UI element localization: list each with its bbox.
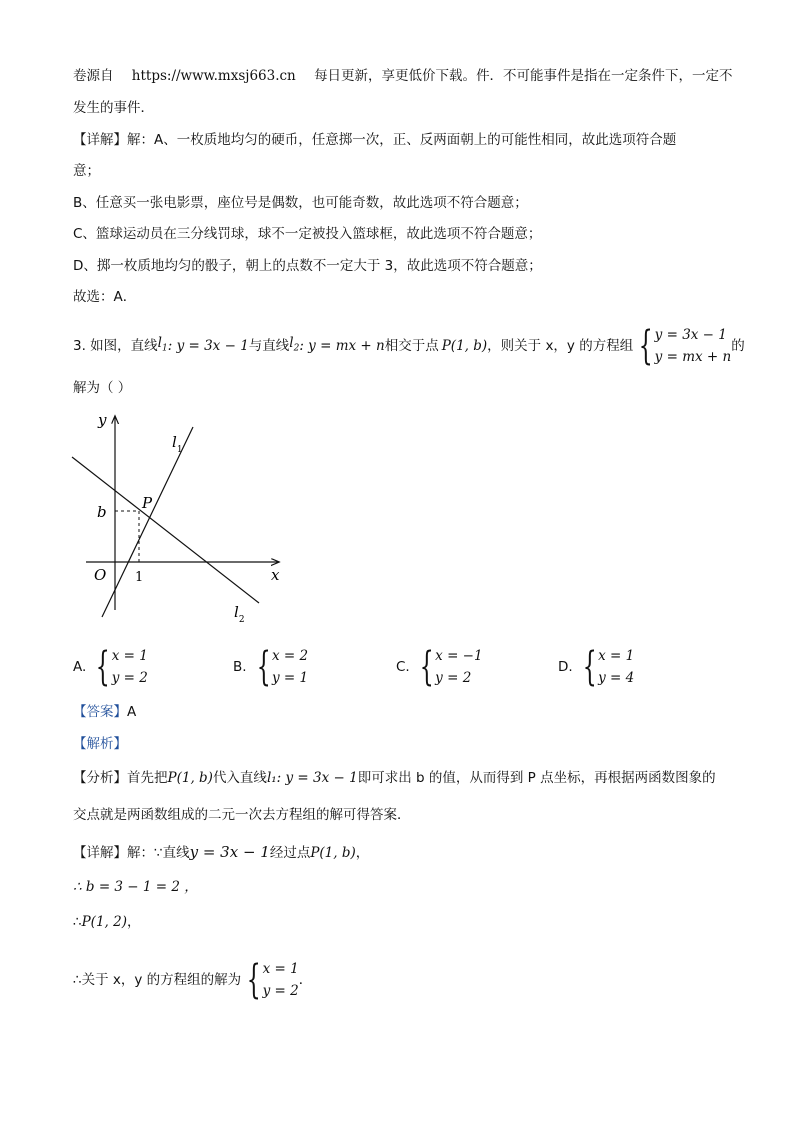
detail-line-1: 【详解】解：∵直线y = 3x − 1经过点P(1, b)， (73, 843, 370, 861)
watermark-text: 卷源自 (73, 68, 114, 84)
question-mid: 与直线 (248, 338, 290, 354)
option-c[interactable]: C. { x = −1 y = 2 (396, 644, 483, 690)
analysis-line-2: 交点就是两函数组成的二元一次去方程组的解可得答案． (73, 807, 411, 823)
question-number: 3. 如图，直线 (73, 338, 158, 354)
one-label: 1 (135, 570, 144, 585)
coordinate-figure (66, 405, 296, 630)
line-l1-graph (102, 427, 193, 617)
option-a[interactable]: A. { x = 1 y = 2 (73, 644, 148, 690)
analysis-subtag: 【分析】 (73, 770, 127, 786)
text-line: C、篮球运动员在三分线罚球，球不一定被投入篮球框，故此选项不符合题意； (73, 226, 542, 242)
option-b[interactable]: B. { x = 2 y = 1 (233, 644, 309, 690)
l2-label: $l_2$ (234, 603, 245, 625)
solution-system: { x = 1 y = 2 (246, 957, 299, 1003)
text-line: 故选：A． (73, 289, 137, 305)
answer-tag: 【答案】 (73, 704, 127, 720)
question-end: 的 (731, 338, 745, 354)
text-line: 【详解】解：A、一枚质地均匀的硬币，任意掷一次，正、反两面朝上的可能性相同，故此选项符合题 (73, 132, 677, 148)
l1-label: $l_1$ (172, 433, 183, 455)
line-l1: $l_1$ (157, 335, 168, 354)
answer-line (73, 703, 136, 721)
watermark-url[interactable]: https://www.mxsj663.cn (131, 68, 296, 84)
analysis-line-1: 【分析】首先把P(1, b)代入直线l₁: y = 3x − 1即可求出 b 的值，从而得到 P 点坐标，再根据两函数图象的 (73, 770, 716, 786)
equation-system: { y = 3x − 1 y = mx + n (638, 323, 732, 369)
point-p: P(1, b) (441, 338, 488, 354)
question-line-2: 解为（ ） (73, 380, 132, 396)
line-l2: $l_2$ (289, 335, 300, 354)
watermark-slogan: 每日更新，享更低价下载。 (314, 68, 477, 84)
text-line: B、任意买一张电影票，座位号是偶数，也可能奇数，故此选项不符合题意； (73, 195, 528, 211)
text-line: 意； (73, 163, 100, 179)
header-line (73, 67, 733, 85)
detail-step-3: ∴P(1, 2)， (73, 914, 141, 930)
system-row-2: y = mx + n (654, 349, 732, 365)
analysis-tag: 【解析】 (73, 736, 127, 752)
question-line (73, 324, 745, 368)
answer-value: A (127, 704, 137, 720)
b-label: b (97, 503, 107, 521)
question-ask: ，则关于 x，y 的方程组 (487, 338, 634, 354)
option-d[interactable]: D. { x = 1 y = 4 (558, 644, 635, 690)
p-label: P (142, 494, 153, 512)
equation-2: : y = mx + n (299, 338, 385, 354)
origin-label: O (94, 566, 107, 584)
equation-1: : y = 3x − 1 (167, 338, 249, 354)
header-tail: 件．不可能事件是指在一定条件下，一定不 (476, 68, 733, 84)
question-intersect: 相交于点 (384, 338, 439, 354)
detail-step-4: ∴关于 x，y 的方程组的解为 { x = 1 y = 2 ． (73, 957, 313, 1003)
y-axis-label: y (98, 411, 107, 429)
x-axis-label: x (271, 566, 280, 584)
detail-step-2: ∴ b = 3 − 1 = 2 ， (73, 879, 198, 895)
text-line: D、掷一枚质地均匀的骰子，朝上的点数不一定大于 3，故此选项不符合题意； (73, 258, 542, 274)
text-line: 发生的事件． (73, 100, 154, 116)
detail-tag: 【详解】 (73, 845, 127, 861)
system-row-1: y = 3x − 1 (654, 327, 727, 343)
